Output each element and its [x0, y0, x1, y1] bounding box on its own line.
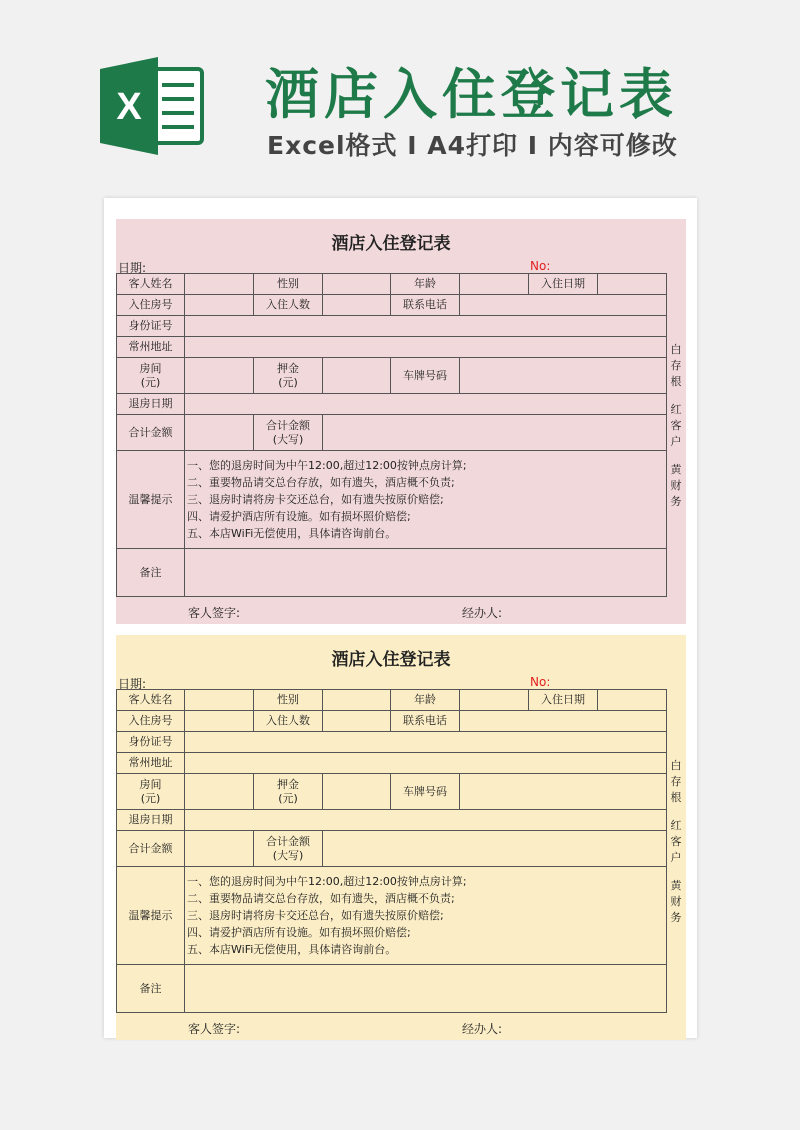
- total-field[interactable]: [185, 415, 254, 451]
- guest-name-field[interactable]: [185, 690, 254, 711]
- checkin-date-field[interactable]: [598, 274, 667, 295]
- plate-label: 车牌号码: [391, 358, 460, 394]
- id-no-field[interactable]: [185, 732, 667, 753]
- no-label: No:: [530, 259, 551, 273]
- checkin-date-label: 入住日期: [529, 690, 598, 711]
- gender-field[interactable]: [323, 690, 391, 711]
- tip-line: 四、请爱护酒店所有设施。如有损坏照价赔偿;: [187, 926, 411, 939]
- room-price-field[interactable]: [185, 358, 254, 394]
- tips-label: 温馨提示: [117, 867, 185, 965]
- age-label: 年龄: [391, 690, 460, 711]
- guest-count-label: 入住人数: [254, 295, 323, 316]
- id-no-label: 身份证号: [117, 316, 185, 337]
- handler-label: 经办人:: [462, 1022, 503, 1036]
- remark-field[interactable]: [185, 965, 667, 1013]
- remark-label: 备注: [117, 549, 185, 597]
- tip-line: 三、退房时请将房卡交还总台，如有遗失按原价赔偿;: [187, 493, 444, 506]
- checkout-date-field[interactable]: [185, 810, 667, 831]
- form-table: [116, 689, 666, 1018]
- checkout-date-label: 退房日期: [117, 810, 185, 831]
- copy-labels: 白 存 根 红 客 户 黄 财 务: [670, 343, 682, 508]
- remark-label: 备注: [117, 965, 185, 1013]
- gender-label: 性别: [254, 274, 323, 295]
- age-label: 年龄: [391, 274, 460, 295]
- age-field[interactable]: [460, 274, 529, 295]
- guest-count-field[interactable]: [323, 295, 391, 316]
- guest-sign-label: 客人签字:: [188, 606, 241, 620]
- checkout-date-label: 退房日期: [117, 394, 185, 415]
- guest-count-field[interactable]: [323, 711, 391, 732]
- tip-line: 三、退房时请将房卡交还总台，如有遗失按原价赔偿;: [187, 909, 444, 922]
- phone-field[interactable]: [460, 711, 667, 732]
- address-label: 常州地址: [117, 337, 185, 358]
- tip-line: 一、您的退房时间为中午12:00,超过12:00按钟点房计算;: [187, 459, 467, 472]
- no-label: No:: [530, 675, 551, 689]
- guest-count-label: 入住人数: [254, 711, 323, 732]
- phone-field[interactable]: [460, 295, 667, 316]
- form-table: [116, 273, 666, 602]
- page-subtitle: Excel格式 I A4打印 I 内容可修改: [267, 131, 678, 160]
- tip-line: 四、请爱护酒店所有设施。如有损坏照价赔偿;: [187, 510, 411, 523]
- address-field[interactable]: [185, 753, 667, 774]
- age-field[interactable]: [460, 690, 529, 711]
- tips-content: [185, 451, 667, 549]
- registration-form-pink: [116, 219, 686, 624]
- room-price-label: 房间 (元): [117, 774, 185, 810]
- handler-label: 经办人:: [462, 606, 503, 620]
- room-no-label: 入住房号: [117, 295, 185, 316]
- total-field[interactable]: [185, 831, 254, 867]
- tip-line: 二、重要物品请交总台存放，如有遗失，酒店概不负责;: [187, 476, 455, 489]
- id-no-field[interactable]: [185, 316, 667, 337]
- checkout-date-field[interactable]: [185, 394, 667, 415]
- copy-labels: 白 存 根 红 客 户 黄 财 务: [670, 759, 682, 924]
- remark-field[interactable]: [185, 549, 667, 597]
- tip-line: 一、您的退房时间为中午12:00,超过12:00按钟点房计算;: [187, 875, 467, 888]
- plate-field[interactable]: [460, 358, 667, 394]
- guest-name-label: 客人姓名: [117, 274, 185, 295]
- plate-label: 车牌号码: [391, 774, 460, 810]
- total-label: 合计金额: [117, 415, 185, 451]
- checkin-date-field[interactable]: [598, 690, 667, 711]
- guest-sign-label: 客人签字:: [188, 1022, 241, 1036]
- form-title: 酒店入住登记表: [331, 234, 451, 254]
- room-price-label: 房间 (元): [117, 358, 185, 394]
- tip-line: 五、本店WiFi无偿使用，具体请咨询前台。: [187, 943, 397, 956]
- room-price-field[interactable]: [185, 774, 254, 810]
- room-no-field[interactable]: [185, 711, 254, 732]
- id-no-label: 身份证号: [117, 732, 185, 753]
- date-label: 日期:: [118, 261, 147, 275]
- room-no-label: 入住房号: [117, 711, 185, 732]
- date-label: 日期:: [118, 677, 147, 691]
- total-capital-field[interactable]: [323, 831, 667, 867]
- tip-line: 五、本店WiFi无偿使用，具体请咨询前台。: [187, 527, 397, 540]
- deposit-label: 押金 (元): [254, 774, 323, 810]
- total-capital-label: 合计金额 (大写): [254, 415, 323, 451]
- gender-label: 性别: [254, 690, 323, 711]
- form-title: 酒店入住登记表: [331, 650, 451, 670]
- phone-label: 联系电话: [391, 295, 460, 316]
- excel-icon: [100, 57, 205, 155]
- address-field[interactable]: [185, 337, 667, 358]
- svg-text:X: X: [116, 86, 142, 128]
- total-capital-label: 合计金额 (大写): [254, 831, 323, 867]
- guest-name-field[interactable]: [185, 274, 254, 295]
- deposit-field[interactable]: [323, 358, 391, 394]
- tips-label: 温馨提示: [117, 451, 185, 549]
- tip-line: 二、重要物品请交总台存放，如有遗失，酒店概不负责;: [187, 892, 455, 905]
- total-capital-field[interactable]: [323, 415, 667, 451]
- page-title: 酒店入住登记表: [265, 63, 678, 126]
- checkin-date-label: 入住日期: [529, 274, 598, 295]
- room-no-field[interactable]: [185, 295, 254, 316]
- plate-field[interactable]: [460, 774, 667, 810]
- gender-field[interactable]: [323, 274, 391, 295]
- deposit-field[interactable]: [323, 774, 391, 810]
- guest-name-label: 客人姓名: [117, 690, 185, 711]
- tips-content: [185, 867, 667, 965]
- phone-label: 联系电话: [391, 711, 460, 732]
- address-label: 常州地址: [117, 753, 185, 774]
- deposit-label: 押金 (元): [254, 358, 323, 394]
- total-label: 合计金额: [117, 831, 185, 867]
- registration-form-yellow: [116, 635, 686, 1040]
